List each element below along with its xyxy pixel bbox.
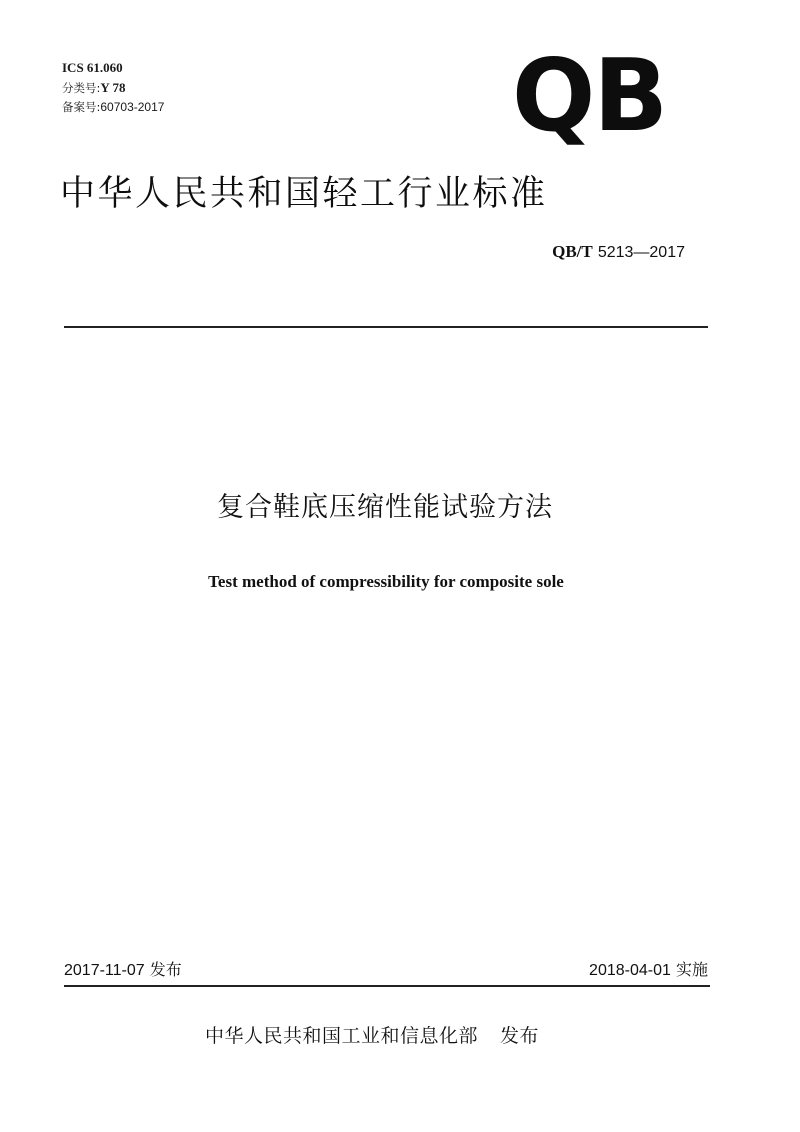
- standard-title: 中华人民共和国轻工行业标准: [60, 174, 548, 214]
- implementation-date-line: [589, 958, 708, 983]
- top-divider: [64, 326, 708, 328]
- standard-code-prefix: QB/T: [552, 242, 593, 261]
- document-title-chinese: 复合鞋底压缩性能试验方法: [217, 492, 553, 523]
- publisher-action: 发布: [500, 1025, 540, 1047]
- document-title-english: Test method of compressibility for composite sole: [208, 572, 564, 591]
- header-metadata: [62, 58, 164, 117]
- publisher-line: [205, 1022, 539, 1050]
- standard-code: [552, 242, 685, 262]
- record-label: 备案号:: [62, 100, 101, 114]
- classification-row: [62, 78, 164, 98]
- qb-logo: QB: [512, 37, 667, 154]
- implementation-label: 实施: [675, 960, 708, 979]
- ics-code-text: ICS 61.060: [62, 60, 123, 75]
- publisher-name: 中华人民共和国工业和信息化部: [205, 1025, 479, 1047]
- issue-label: 发布: [149, 960, 182, 979]
- implementation-date: 2018-04-01: [589, 962, 671, 979]
- classification-value: Y 78: [100, 80, 126, 95]
- bottom-divider: [64, 985, 710, 987]
- issue-date-line: [64, 958, 182, 983]
- record-value: 60703-2017: [100, 100, 165, 114]
- standard-code-number: 5213—2017: [597, 244, 685, 261]
- classification-label: 分类号:: [62, 81, 101, 95]
- record-row: [62, 98, 164, 117]
- ics-code: [62, 58, 164, 78]
- issue-date: 2017-11-07: [64, 962, 145, 979]
